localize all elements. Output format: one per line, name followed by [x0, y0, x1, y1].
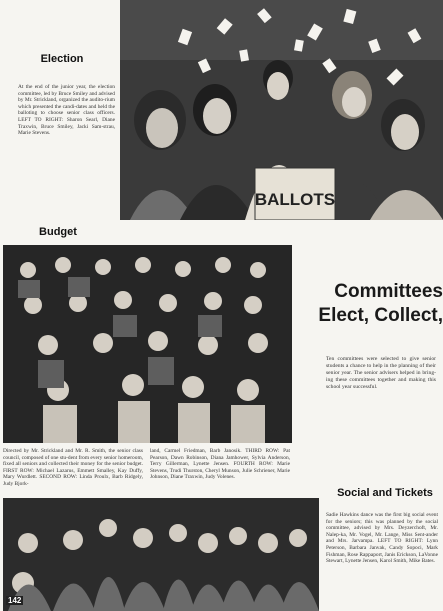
- ballots-sign: BALLOTS: [254, 190, 336, 209]
- election-heading: Election: [40, 53, 84, 65]
- social-text: Sadie Hawkins dance was the first big social event for the seniors; this was planned by the social committee, advised by Mrs. Deyzerchoft, Mr. Nalep-ka, Mr. Vogel, Mr. Lange, Miss Sent-ander and Mrs. Jarvampa. LEFT TO RIGHT: Lynn Peterson, Barbara Janvak, Candy Sopoci, Mark Fishman, Rose Rappaport, Janis Erickson, LaVonne Stewart, Lynette Jensen, Karol Smith, Mike Bates.: [326, 512, 438, 565]
- budget-caption-right: land, Carmel Friedman, Barb Janosik. THIRD ROW: Pat Pearson, Dawn Robinson, Diana Jamhower, Sylvia Anderson, Terry Gillerman, Lynette Jensen. FOURTH ROW: Marie Stevens, Trudi Thurston, Cheryl Munson, Julie Schriener, Marie Johnson, Diane Traxwin, Judy Volenes.: [150, 448, 290, 481]
- budget-caption-left: Directed by Mr. Strickland and Mr. R. Smith, the senior class council, composed of one stu-dent from every senior homeroom, fixed all seniors and collected their money for the senior budget. FIRST ROW: Michael Lazarus, Emmett Smalley, Kay Duffy, Mary Wurdlett. SECOND ROW: Linda Proulx, Barb Ridgely, Judy Bjork-: [3, 448, 143, 487]
- social-photo: [3, 498, 319, 611]
- budget-photo: [3, 245, 292, 443]
- committees-title-line1: Committees: [334, 281, 443, 302]
- election-photo: [120, 0, 443, 220]
- election-text: At the end of the junior year, the election committee, led by Bruce Smiley and advised by Mr. Strickland, organized the audito-rium which presented the candi-dates and held the balloting to choose senior class officers. LEFT TO RIGHT: Sharon Searl, Diane Traxwin, Bruce Smiley, Jacki Sam-strau, Marie Stevens.: [18, 84, 115, 137]
- committees-text: Ten committees were selected to give senior students a chance to help in the planning of their senior year. The senior advisers helped in bring-ing these committees together and making this school year successful.: [326, 356, 436, 390]
- social-heading: Social and Tickets: [337, 487, 433, 499]
- budget-heading: Budget: [39, 226, 77, 238]
- committees-title: [292, 280, 443, 328]
- committees-title-line2: Elect, Collect,: [318, 305, 443, 326]
- page-number: 142: [8, 596, 22, 605]
